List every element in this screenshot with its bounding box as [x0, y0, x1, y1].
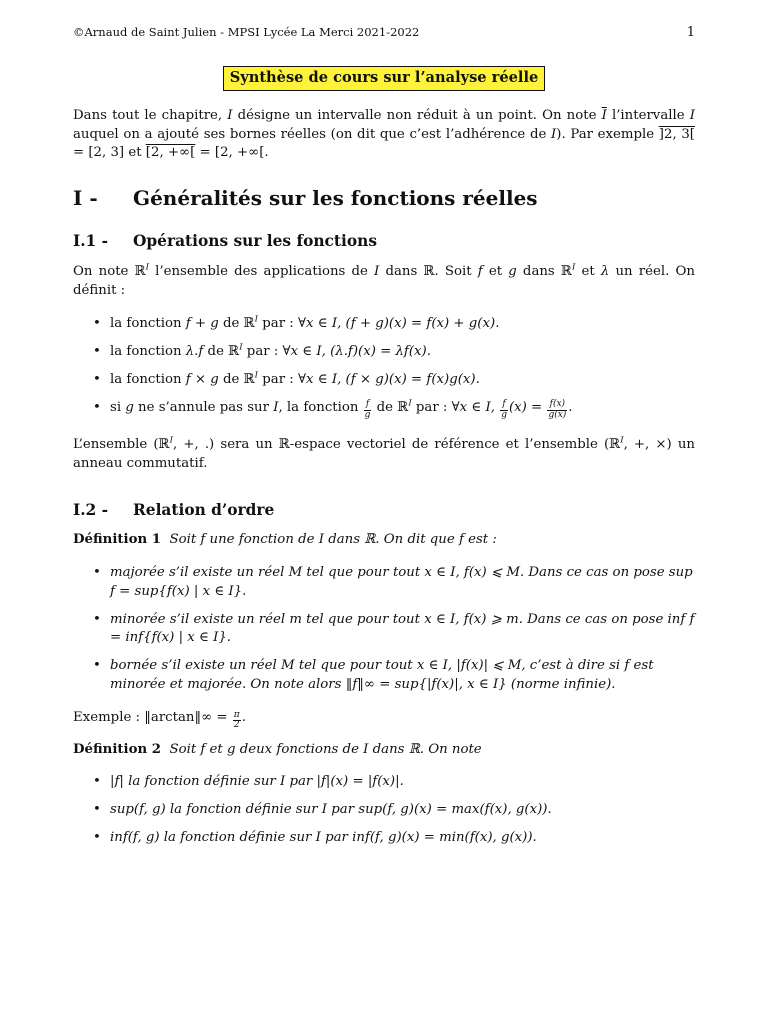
fraction: $\frac{f}{g}$	[364, 399, 371, 420]
example-line: Exemple : ‖arctan‖∞ = $\frac{\pi}{2}$ .	[73, 709, 246, 731]
list-item: • la fonction f × g de ℝ$^I$ par : ∀x ∈ I, (f × g)(x) = f(x)g(x).	[73, 371, 695, 390]
definition-2: Définition 2 Soit f et g deux fonctions de I dans ℝ. On note	[73, 741, 482, 757]
definition-1-list	[73, 564, 695, 695]
definition-2-list	[73, 773, 695, 848]
fraction: $\frac{f(x)}{g(x)}$	[548, 399, 567, 420]
section-heading-1: I - Généralités sur les fonctions réelles	[73, 186, 538, 211]
page-body	[73, 66, 695, 848]
document-title: Synthèse de cours sur l’analyse réelle	[223, 66, 546, 91]
example-interval-1: ]2, 3[	[658, 126, 695, 142]
list-item: • inf(f, g) la fonction définie sur I par inf(f, g)(x) = min(f(x), g(x)).	[73, 829, 695, 848]
subsection-heading-1-2: I.2 - Relation d’ordre	[73, 500, 275, 519]
definition-label: Définition 1	[73, 531, 161, 547]
fraction: $\frac{\pi}{2}$	[233, 709, 240, 731]
list-item: • si g ne s’annule pas sur I, la fonction $\frac{f}{g}$ de ℝ$^I$ par : ∀x ∈ I, $\frac{f}{g}$ (x) = $\frac{f(x)}{g(x)}$ .	[73, 399, 695, 420]
list-item: • |f| la fonction définie sur I par |f|(x) = |f(x)|.	[73, 773, 695, 792]
intro-paragraph: Dans tout le chapitre, I désigne un intervalle non réduit à un point. On note $\overline{I}$ l’intervalle I auquel on a ajouté ses bornes réelles (on dit que c’est l’adhérence de I). Par exemple ]2, 3[ = [2, 3] et [2, +∞[ = [2, +∞[.	[73, 107, 695, 161]
page-number: 1	[686, 25, 695, 40]
list-item: • minorée s’il existe un réel m tel que pour tout x ∈ I, f(x) ⩾ m. Dans ce cas on pose inf f = inf{f(x) | x ∈ I}.	[73, 611, 695, 649]
title-wrapper	[73, 66, 695, 91]
subsection-heading-1-1: I.1 - Opérations sur les fonctions	[73, 232, 377, 251]
closure-symbol: $\overline{I}$	[601, 107, 607, 123]
page-header	[73, 24, 695, 44]
list-item: • la fonction λ.f de ℝ$^I$ par : ∀x ∈ I, (λ.f)(x) = λf(x).	[73, 343, 695, 362]
list-item: • la fonction f + g de ℝ$^I$ par : ∀x ∈ I, (f + g)(x) = f(x) + g(x).	[73, 315, 695, 334]
list-item: • majorée s’il existe un réel M tel que pour tout x ∈ I, f(x) ⩽ M. Dans ce cas on pose sup f = sup{f(x) | x ∈ I}.	[73, 564, 695, 602]
operations-intro: On note ℝ$^I$ l’ensemble des applications de I dans ℝ. Soit f et g dans ℝ$^I$ et λ un réel. On définit :	[73, 262, 695, 299]
definition-1: Définition 1 Soit f une fonction de I dans ℝ. On dit que f est :	[73, 531, 497, 547]
operations-outro: L’ensemble (ℝ$^I$, +, .) sera un ℝ-espace vectoriel de référence et l’ensemble (ℝ$^I$, +, ×) un anneau commutatif.	[73, 435, 696, 472]
running-title: ©Arnaud de Saint Julien - MPSI Lycée La Merci 2021-2022	[73, 25, 420, 39]
operations-list	[73, 315, 695, 420]
definition-label: Définition 2	[73, 741, 161, 757]
list-item: • sup(f, g) la fonction définie sur I par sup(f, g)(x) = max(f(x), g(x)).	[73, 801, 695, 820]
example-interval-2: [2, +∞[	[145, 145, 196, 161]
fraction: $\frac{f}{g}$	[501, 399, 507, 420]
list-item: • bornée s’il existe un réel M tel que pour tout x ∈ I, |f(x)| ⩽ M, c’est à dire si f est minorée et majorée. On note alors ‖f‖∞ = sup{|f(x)|, x ∈ I} (norme infinie).	[73, 657, 695, 695]
